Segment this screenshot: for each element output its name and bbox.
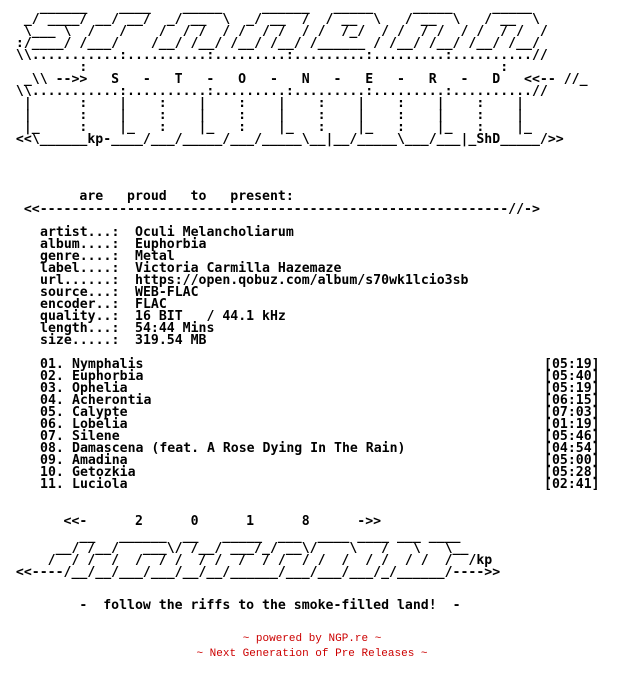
track-duration: [05:40] xyxy=(544,369,600,384)
header-ascii-art-stonerd xyxy=(0,2,588,146)
track-number: 07. xyxy=(40,429,64,444)
track-number: 03. xyxy=(40,381,64,396)
info-value: Oculi Melancholiarum xyxy=(135,225,294,240)
info-value: Euphorbia xyxy=(135,237,207,252)
year-text: <<- 2 0 1 8 ->> xyxy=(63,514,382,529)
track-number: 11. xyxy=(40,477,64,492)
header-art-line: \\...........:..........:.........:.........:.........:..........// xyxy=(15,84,548,99)
footer-art-line: __/ /__/ ___\/ /__/ ___/_/ __\/ \ / \ \__ xyxy=(55,541,469,556)
footer-art-line: / / / / / / / / / / / / / / / / / / / / /kp xyxy=(47,553,493,568)
track-title: Damascena (feat. A Rose Dying In The Rain) xyxy=(72,441,406,456)
info-value: 16 BIT / 44.1 kHz xyxy=(135,309,286,324)
tagline-line xyxy=(0,600,461,612)
footer-art-line: __ ______ __ _____ ___ ____ ____ ___ ____ xyxy=(79,529,461,544)
header-art-line: \___ \ / / / / / / / / / / / /_/ / / / / / / / / / xyxy=(23,24,548,39)
divider: <<-----------------------------------------------------------//-> xyxy=(23,202,540,217)
track-title: Nymphalis xyxy=(72,357,144,372)
track-title: Silene xyxy=(72,429,120,444)
info-key: length...: xyxy=(40,321,120,336)
track-duration: [01:19] xyxy=(544,417,600,432)
present-text: are proud to present: xyxy=(79,189,294,204)
header-art-line: : : xyxy=(79,60,509,75)
year-line xyxy=(0,516,381,528)
track-duration: [05:46] xyxy=(544,429,600,444)
track-title: Luciola xyxy=(72,477,128,492)
info-key: album....: xyxy=(40,237,120,252)
track-number: 10. xyxy=(40,465,64,480)
info-value: Metal xyxy=(135,249,175,264)
track-title: Calypte xyxy=(72,405,128,420)
info-value: Victoria Carmilla Hazemaze xyxy=(135,261,342,276)
track-title: Getozkia xyxy=(72,465,136,480)
info-value: FLAC xyxy=(135,297,167,312)
divider-line xyxy=(0,204,540,216)
header-art-line: _/ ____/ __/ __/ _/ __ \ _/ __ / / __ \ / __ \ / __ \ xyxy=(23,12,540,27)
track-number: 08. xyxy=(40,441,64,456)
header-art-line: | : | : | : | : | : | : | xyxy=(23,96,525,111)
powered-by-ngp[interactable]: ~ powered by NGP.re ~ xyxy=(242,633,382,645)
info-key: quality..: xyxy=(40,309,120,324)
info-key: source...: xyxy=(40,285,120,300)
info-value[interactable]: https://open.qobuz.com/album/s70wk1lcio3sb xyxy=(135,273,469,288)
track-duration: [04:54] xyxy=(544,441,600,456)
info-key: artist...: xyxy=(40,225,120,240)
footer-ascii-art xyxy=(0,531,500,579)
track-title: Acherontia xyxy=(72,393,152,408)
info-key: size.....: xyxy=(40,333,120,348)
track-number: 09. xyxy=(40,453,64,468)
info-value: 319.54 MB xyxy=(135,333,207,348)
info-key: url......: xyxy=(40,273,120,288)
header-art-line: _\\ -->> S - T - O - N - E - R - D <<-- //_ xyxy=(23,72,588,87)
ngp-tagline: ~ Next Generation of Pre Releases ~ xyxy=(196,648,428,660)
track-number: 01. xyxy=(40,357,64,372)
track-title: Amadina xyxy=(72,453,128,468)
footer-art-line: <<----/__/__/___/___/__/__/______/___/___/___/_/______/---->> xyxy=(15,565,501,580)
track-duration: [06:15] xyxy=(544,393,600,408)
header-art-line: ______ ____ _____ ______ _____ _____ _____ xyxy=(39,0,532,15)
track-number: 02. xyxy=(40,369,64,384)
header-art-line: | : | : | : | : | : | : | xyxy=(23,108,525,123)
header-art-line: |_ : |_ : |_ : |_ : |_ : |_ : |_ xyxy=(23,120,532,135)
info-value: 54:44 Mins xyxy=(135,321,215,336)
track-duration: [07:03] xyxy=(544,405,600,420)
track-duration: [05:19] xyxy=(544,381,600,396)
info-key: label....: xyxy=(40,261,120,276)
tagline: - follow the riffs to the smoke-filled land! - xyxy=(79,598,461,613)
header-art-line: <<\______kp-____/___/_____/___/_____\__|__/_____\___/___|_ShD_____/>> xyxy=(15,132,564,147)
track-title: Euphorbia xyxy=(72,369,144,384)
header-art-line: :/____/ /___/ /__/ /__/ /__/ /__/ /______ / /__/ /__/ /__/ /__/ xyxy=(15,36,540,51)
track-number: 06. xyxy=(40,417,64,432)
track-title: Lobelia xyxy=(72,417,128,432)
track-number: 04. xyxy=(40,393,64,408)
track-duration: [05:28] xyxy=(544,465,600,480)
track-title: Ophelia xyxy=(72,381,128,396)
info-value: WEB-FLAC xyxy=(135,285,199,300)
info-key: genre....: xyxy=(40,249,120,264)
track-number: 05. xyxy=(40,405,64,420)
track-duration: [05:19] xyxy=(544,357,600,372)
track-duration: [02:41] xyxy=(544,477,600,492)
info-key: encoder..: xyxy=(40,297,120,312)
track-duration: [05:00] xyxy=(544,453,600,468)
header-art-line: \\...........:..........:.........:.........:.........:..........// xyxy=(15,48,548,63)
